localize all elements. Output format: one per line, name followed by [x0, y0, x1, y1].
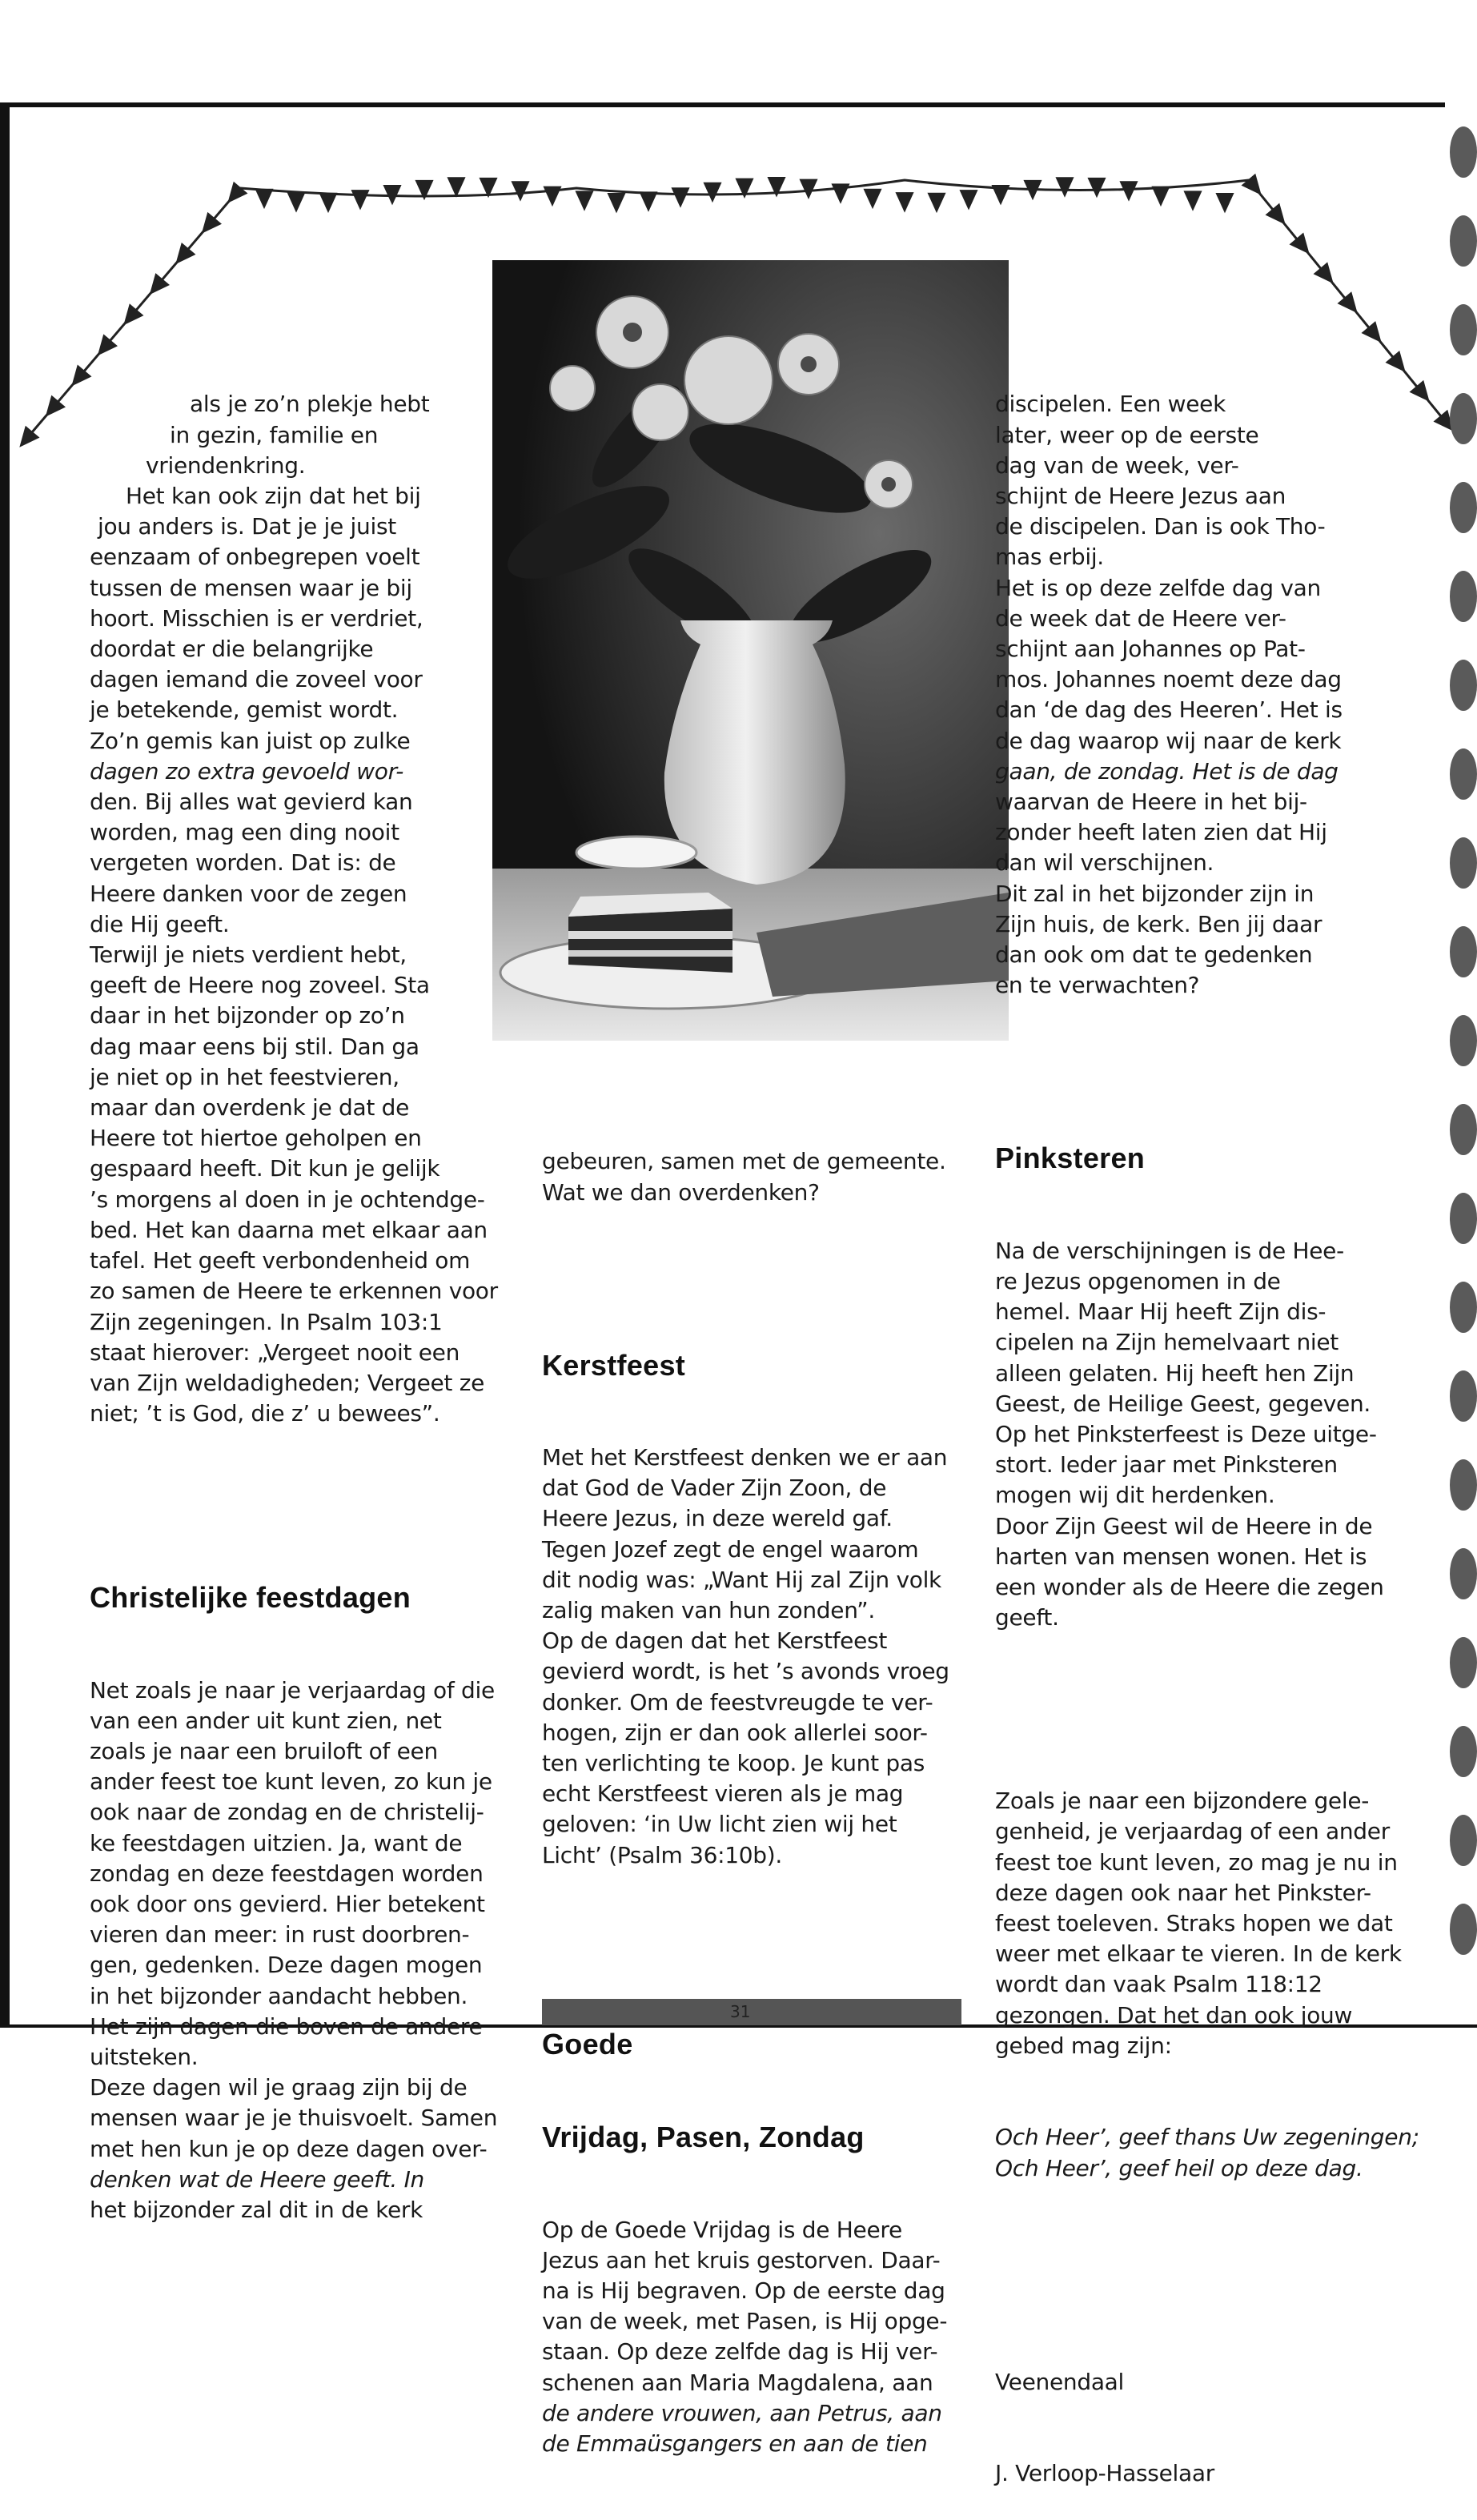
left-column-text-line: uitsteken. — [90, 2043, 199, 2070]
middle-column-text-line: dit nodig was: „Want Hij zal Zijn volk — [542, 1566, 941, 1593]
right-column-text-line: gezongen. Dat het dan ook jouw — [995, 2001, 1353, 2028]
bunting-flag — [961, 191, 977, 208]
right-column-text-line: Zoals je naar een bijzondere gele- — [995, 1788, 1370, 1815]
right-column-text-line: dan ‘de dag des Heeren’. Het is — [995, 696, 1343, 724]
left-column-text-line: in gezin, familie en — [170, 421, 379, 448]
bunting-flag — [865, 190, 881, 207]
right-column-text-line: gebed mag zijn: — [995, 2032, 1172, 2059]
binder-hole — [1450, 1282, 1477, 1333]
middle-column-text-line: echt Kerstfeest vieren als je mag — [542, 1780, 904, 1808]
binder-hole — [1450, 1104, 1477, 1155]
bunting-flag — [640, 192, 656, 210]
binder-hole — [1450, 1193, 1477, 1244]
binder-hole — [1450, 748, 1477, 800]
right-column-text-line: dan wil verschijnen. — [995, 849, 1214, 877]
bunting-flag — [352, 191, 368, 208]
binder-hole — [1450, 926, 1477, 977]
bunting-flag — [1121, 182, 1137, 199]
right-column-text-line: de discipelen. Dan is ook Tho- — [995, 513, 1326, 540]
binder-hole — [1450, 304, 1477, 355]
heading-pinksteren: Pinksteren — [995, 1142, 1146, 1175]
left-column-text-line: Net zoals je naar je verjaardag of die — [90, 1676, 495, 1703]
left-column-text-line: zondag en deze feestdagen worden — [90, 1860, 484, 1887]
middle-column-text-line: zalig maken van hun zonden”. — [542, 1597, 875, 1624]
left-column-text-line: mensen waar je je thuisvoelt. Samen — [90, 2105, 498, 2132]
heading-christelijke-feestdagen: Christelijke feestdagen — [90, 1581, 411, 1615]
left-column-text-line: als je zo’n plekje hebt — [190, 391, 430, 418]
bunting-flag — [384, 186, 400, 203]
left-column-text-line: hoort. Misschien is er verdriet, — [90, 604, 423, 632]
left-column-text-line: vriendenkring. — [146, 451, 306, 479]
binder-hole — [1450, 482, 1477, 533]
left-column-text-line: staat hierover: „Vergeet nooit een — [90, 1338, 460, 1366]
binder-hole — [1450, 126, 1477, 178]
right-column-text-line: zonder heeft laten zien dat Hij — [995, 819, 1327, 846]
right-column-text-line: Op het Pinksterfeest is Deze uitge- — [995, 1420, 1377, 1447]
middle-column-text-line: Wat we dan overdenken? — [542, 1178, 820, 1206]
binder-hole — [1450, 1370, 1477, 1422]
bunting-flag — [288, 193, 304, 211]
middle-column-text-line: Op de dagen dat het Kerstfeest — [542, 1627, 888, 1655]
middle-column-text-line: hogen, zijn er dan ook allerlei soor- — [542, 1719, 928, 1746]
left-column-text-line: vergeten worden. Dat is: de — [90, 849, 396, 877]
right-column-text-line: cipelen na Zijn hemelvaart niet — [995, 1329, 1339, 1356]
middle-column-text-line: van de week, met Pasen, is Hij opge- — [542, 2308, 948, 2335]
right-column-text-line: dan ook om dat te gedenken — [995, 941, 1313, 969]
right-column-text-line: dag van de week, ver- — [995, 451, 1239, 479]
left-column-text-line: dagen zo extra gevoeld wor- — [90, 757, 404, 784]
bunting-flag — [1089, 179, 1105, 196]
middle-column-text-line: Heere Jezus, in deze wereld gaf. — [542, 1505, 893, 1532]
right-column-text-line: re Jezus opgenomen in de — [995, 1267, 1281, 1294]
left-column-text-line: ook door ons gevierd. Hier betekent — [90, 1890, 485, 1917]
right-column-text-line: mos. Johannes noemt deze dag — [995, 666, 1342, 693]
left-column-text-line: zoals je naar een bruiloft of een — [90, 1737, 438, 1764]
right-column-text-line: de week dat de Heere ver- — [995, 604, 1286, 632]
middle-column-text-line: Met het Kerstfeest denken we er aan — [542, 1444, 948, 1471]
binder-hole — [1450, 571, 1477, 622]
right-column-text-line: geeft. — [995, 1604, 1059, 1631]
bunting-flag — [544, 187, 560, 205]
left-column-text-line: Het zijn dagen die boven de andere — [90, 2012, 483, 2040]
left-column-text-line: denken wat de Heere geeft. In — [90, 2165, 424, 2193]
right-column-text-line: en te verwachten? — [995, 972, 1200, 999]
binder-hole — [1450, 1459, 1477, 1511]
column-left — [90, 328, 506, 2256]
bunting-flag — [1057, 178, 1073, 195]
left-column-text-line: je betekende, gemist wordt. — [90, 696, 399, 724]
bunting-flag — [320, 194, 336, 211]
right-column-text-line: Door Zijn Geest wil de Heere in de — [995, 1512, 1373, 1539]
right-column-text-line: gaan, de zondag. Het is de dag — [995, 757, 1339, 784]
flowers-vase-cake-photo — [492, 260, 1009, 1041]
left-column-text-line: bed. Het kan daarna met elkaar aan — [90, 1216, 488, 1243]
middle-column-text-line: de Emmaüsgangers en aan de tien — [542, 2430, 928, 2457]
middle-column-text-line: Licht’ (Psalm 36:10b). — [542, 1841, 783, 1868]
psalm-quote-line: Och Heer’, geef thans Uw zegeningen; — [995, 2124, 1419, 2151]
bunting-flag — [897, 193, 913, 211]
right-column-text-line: weer met elkaar te vieren. In de kerk — [995, 1940, 1402, 1968]
right-column-text-line: schijnt aan Johannes op Pat- — [995, 636, 1306, 663]
right-column-text-line: genheid, je verjaardag of een ander — [995, 1818, 1390, 1845]
left-column-text-line: Heere tot hiertoe geholpen en — [90, 1125, 422, 1152]
left-column-text-line: Terwijl je niets verdient hebt, — [90, 941, 407, 969]
right-column-text-line: wordt dan vaak Psalm 118:12 — [995, 1971, 1322, 1998]
left-column-text-line: van een ander uit kunt zien, net — [90, 1707, 442, 1734]
left-column-text-line: zo samen de Heere te erkennen voor — [90, 1278, 498, 1305]
right-column-text-line: waarvan de Heere in het bij- — [995, 789, 1307, 816]
page-number: 31 — [730, 2002, 751, 2021]
left-column-text-line: ke feestdagen uitzien. Ja, want de — [90, 1829, 463, 1856]
binder-hole — [1450, 1015, 1477, 1066]
left-column-text-line: die Hij geeft. — [90, 910, 230, 937]
bunting-flag — [1185, 191, 1201, 209]
left-column-text-line: met hen kun je op deze dagen over- — [90, 2135, 488, 2162]
left-column-text-line: vieren dan meer: in rust doorbren- — [90, 1921, 470, 1948]
middle-column-text-line: ten verlichting te koop. Je kunt pas — [542, 1750, 925, 1777]
bunting-flag — [1153, 187, 1169, 205]
right-column-text-line: stort. Ieder jaar met Pinksteren — [995, 1451, 1338, 1479]
bunting-flag — [512, 182, 528, 199]
middle-column-text-line: schenen aan Maria Magdalena, aan — [542, 2369, 933, 2396]
left-column-text-line: ander feest toe kunt leven, zo kun je — [90, 1768, 492, 1796]
middle-column-text-line: na is Hij begraven. Op de eerste dag — [542, 2277, 945, 2304]
left-column-text-line: doordat er die belangrijke — [90, 636, 374, 663]
right-column-text-line: schijnt de Heere Jezus aan — [995, 483, 1286, 510]
left-column-text-line: worden, mag een ding nooit — [90, 819, 399, 846]
binder-hole — [1450, 837, 1477, 889]
left-column-text-line: Deze dagen wil je graag zijn bij de — [90, 2074, 468, 2101]
right-column-text-line: Na de verschijningen is de Hee- — [995, 1237, 1344, 1264]
right-column-text-line: mogen wij dit herdenken. — [995, 1482, 1275, 1509]
left-column-text-line: dag maar eens bij stil. Dan ga — [90, 1033, 419, 1060]
bunting-flag — [608, 194, 624, 211]
binder-hole — [1450, 1548, 1477, 1599]
middle-column-text-line: Jezus aan het kruis gestorven. Daar- — [542, 2246, 941, 2273]
binder-hole — [1450, 1637, 1477, 1688]
middle-column-text-line: gevierd wordt, is het ’s avonds vroeg — [542, 1658, 949, 1685]
middle-column-text-line: Op de Goede Vrijdag is de Heere — [542, 2216, 902, 2243]
left-column-text-line: ’s morgens al doen in je ochtendge- — [90, 1186, 485, 1213]
left-column-text-line: den. Bij alles wat gevierd kan — [90, 789, 413, 816]
right-column-text-line: harten van mensen wonen. Het is — [995, 1543, 1367, 1570]
left-column-text-line: eenzaam of onbegrepen voelt — [90, 544, 420, 571]
middle-column-text-line: donker. Om de feestvreugde te ver- — [542, 1688, 933, 1715]
right-column-text-line: deze dagen ook naar het Pinkster- — [995, 1879, 1371, 1906]
binder-hole — [1450, 660, 1477, 711]
bunting-flag — [993, 186, 1009, 203]
binder-hole — [1450, 1726, 1477, 1777]
binder-holes — [1450, 126, 1477, 1955]
right-column-text-line: discipelen. Een week — [995, 391, 1226, 418]
right-column-text-line: hemel. Maar Hij heeft Zijn dis- — [995, 1298, 1326, 1326]
middle-column-text-line: gebeuren, samen met de gemeente. — [542, 1148, 946, 1175]
column-middle — [542, 1085, 990, 2490]
bunting-flag — [576, 191, 592, 209]
left-column-text-line: dagen iemand die zoveel voor — [90, 666, 423, 693]
column-right — [995, 328, 1443, 2520]
left-column-text-line: het bijzonder zal dit in de kerk — [90, 2196, 423, 2223]
left-column-text-line: in het bijzonder aandacht hebben. — [90, 1982, 468, 2009]
bunting-flag — [1242, 175, 1266, 199]
left-column-text-line: gespaard heeft. Dit kun je gelijk — [90, 1155, 440, 1182]
binder-hole — [1450, 215, 1477, 267]
bunting-flag — [1217, 194, 1233, 211]
right-column-text-line: mas erbij. — [995, 544, 1104, 571]
middle-column-text-line: geloven: ‘in Uw licht zien wij het — [542, 1811, 897, 1838]
right-column-text-line: feest toe kunt leven, zo mag je nu in — [995, 1848, 1398, 1876]
page-number-tab — [542, 1999, 961, 2025]
heading-kerstfeest: Kerstfeest — [542, 1348, 686, 1382]
middle-column-text-line: de andere vrouwen, aan Petrus, aan — [542, 2399, 942, 2426]
left-column-text-line: tussen de mensen waar je bij — [90, 574, 412, 601]
left-column-text-line: Het kan ook zijn dat het bij — [126, 483, 421, 510]
bunting-flag — [672, 188, 688, 206]
heading-goede-vrijdag-line2: Vrijdag, Pasen, Zondag — [542, 2121, 865, 2154]
middle-column-text-line: Tegen Jozef zegt de engel waarom — [542, 1535, 919, 1563]
right-column-text-line: Dit zal in het bijzonder zijn in — [995, 880, 1314, 907]
left-column-text-line: ook naar de zondag en de christelij- — [90, 1799, 484, 1826]
bunting-flag — [256, 190, 272, 207]
binder-hole — [1450, 393, 1477, 444]
author-name: J. Verloop-Hasselaar — [995, 2460, 1214, 2487]
binder-hole — [1450, 1904, 1477, 1955]
left-column-text-line: van Zijn weldadigheden; Vergeet ze — [90, 1369, 485, 1396]
left-column-text-line: Zo’n gemis kan juist op zulke — [90, 727, 411, 754]
left-column-text-line: tafel. Het geeft verbondenheid om — [90, 1247, 471, 1274]
left-column-text-line: Heere danken voor de zegen — [90, 880, 407, 907]
left-column-text-line: jou anders is. Dat je je juist — [98, 513, 396, 540]
bunting-flag — [704, 183, 720, 201]
left-column-text-line: geeft de Heere nog zoveel. Sta — [90, 972, 430, 999]
middle-column-text-line: dat God de Vader Zijn Zoon, de — [542, 1475, 887, 1502]
left-column-text-line: niet; ’t is God, die z’ u bewees”. — [90, 1400, 440, 1427]
right-column-text-line: Zijn huis, de kerk. Ben jij daar — [995, 910, 1322, 937]
bunting-flag — [801, 180, 817, 198]
left-column-text-line: Zijn zegeningen. In Psalm 103:1 — [90, 1308, 443, 1335]
right-column-text-line: Het is op deze zelfde dag van — [995, 574, 1321, 601]
right-column-text-line: Geest, de Heilige Geest, gegeven. — [995, 1390, 1371, 1417]
right-column-text-line: feest toeleven. Straks hopen we dat — [995, 1909, 1393, 1936]
left-column-text-line: maar dan overdenk je dat de — [90, 1094, 410, 1122]
middle-column-text-line: staan. Op deze zelfde dag is Hij ver- — [542, 2338, 938, 2366]
left-column-text-line: je niet op in het feestvieren, — [90, 1063, 399, 1090]
left-column-text-line: daar in het bijzonder op zo’n — [90, 1002, 405, 1029]
place-name: Veenendaal — [995, 2368, 1125, 2395]
bunting-flag — [448, 178, 464, 195]
right-column-text-line: een wonder als de Heere die zegen — [995, 1573, 1384, 1600]
bunting-flag — [833, 184, 849, 202]
psalm-quote-line: Och Heer’, geef heil op deze dag. — [995, 2154, 1363, 2181]
right-column-text-line: alleen gelaten. Hij heeft hen Zijn — [995, 1359, 1355, 1386]
right-column-text-line: de dag waarop wij naar de kerk — [995, 727, 1342, 754]
left-column-text-line: gen, gedenken. Deze dagen mogen — [90, 1952, 483, 1979]
right-column-text-line: later, weer op de eerste — [995, 421, 1259, 448]
bunting-flag — [480, 179, 496, 196]
bunting-flag — [929, 194, 945, 211]
binder-hole — [1450, 1815, 1477, 1866]
heading-goede-vrijdag-line1: Goede — [542, 2027, 633, 2061]
